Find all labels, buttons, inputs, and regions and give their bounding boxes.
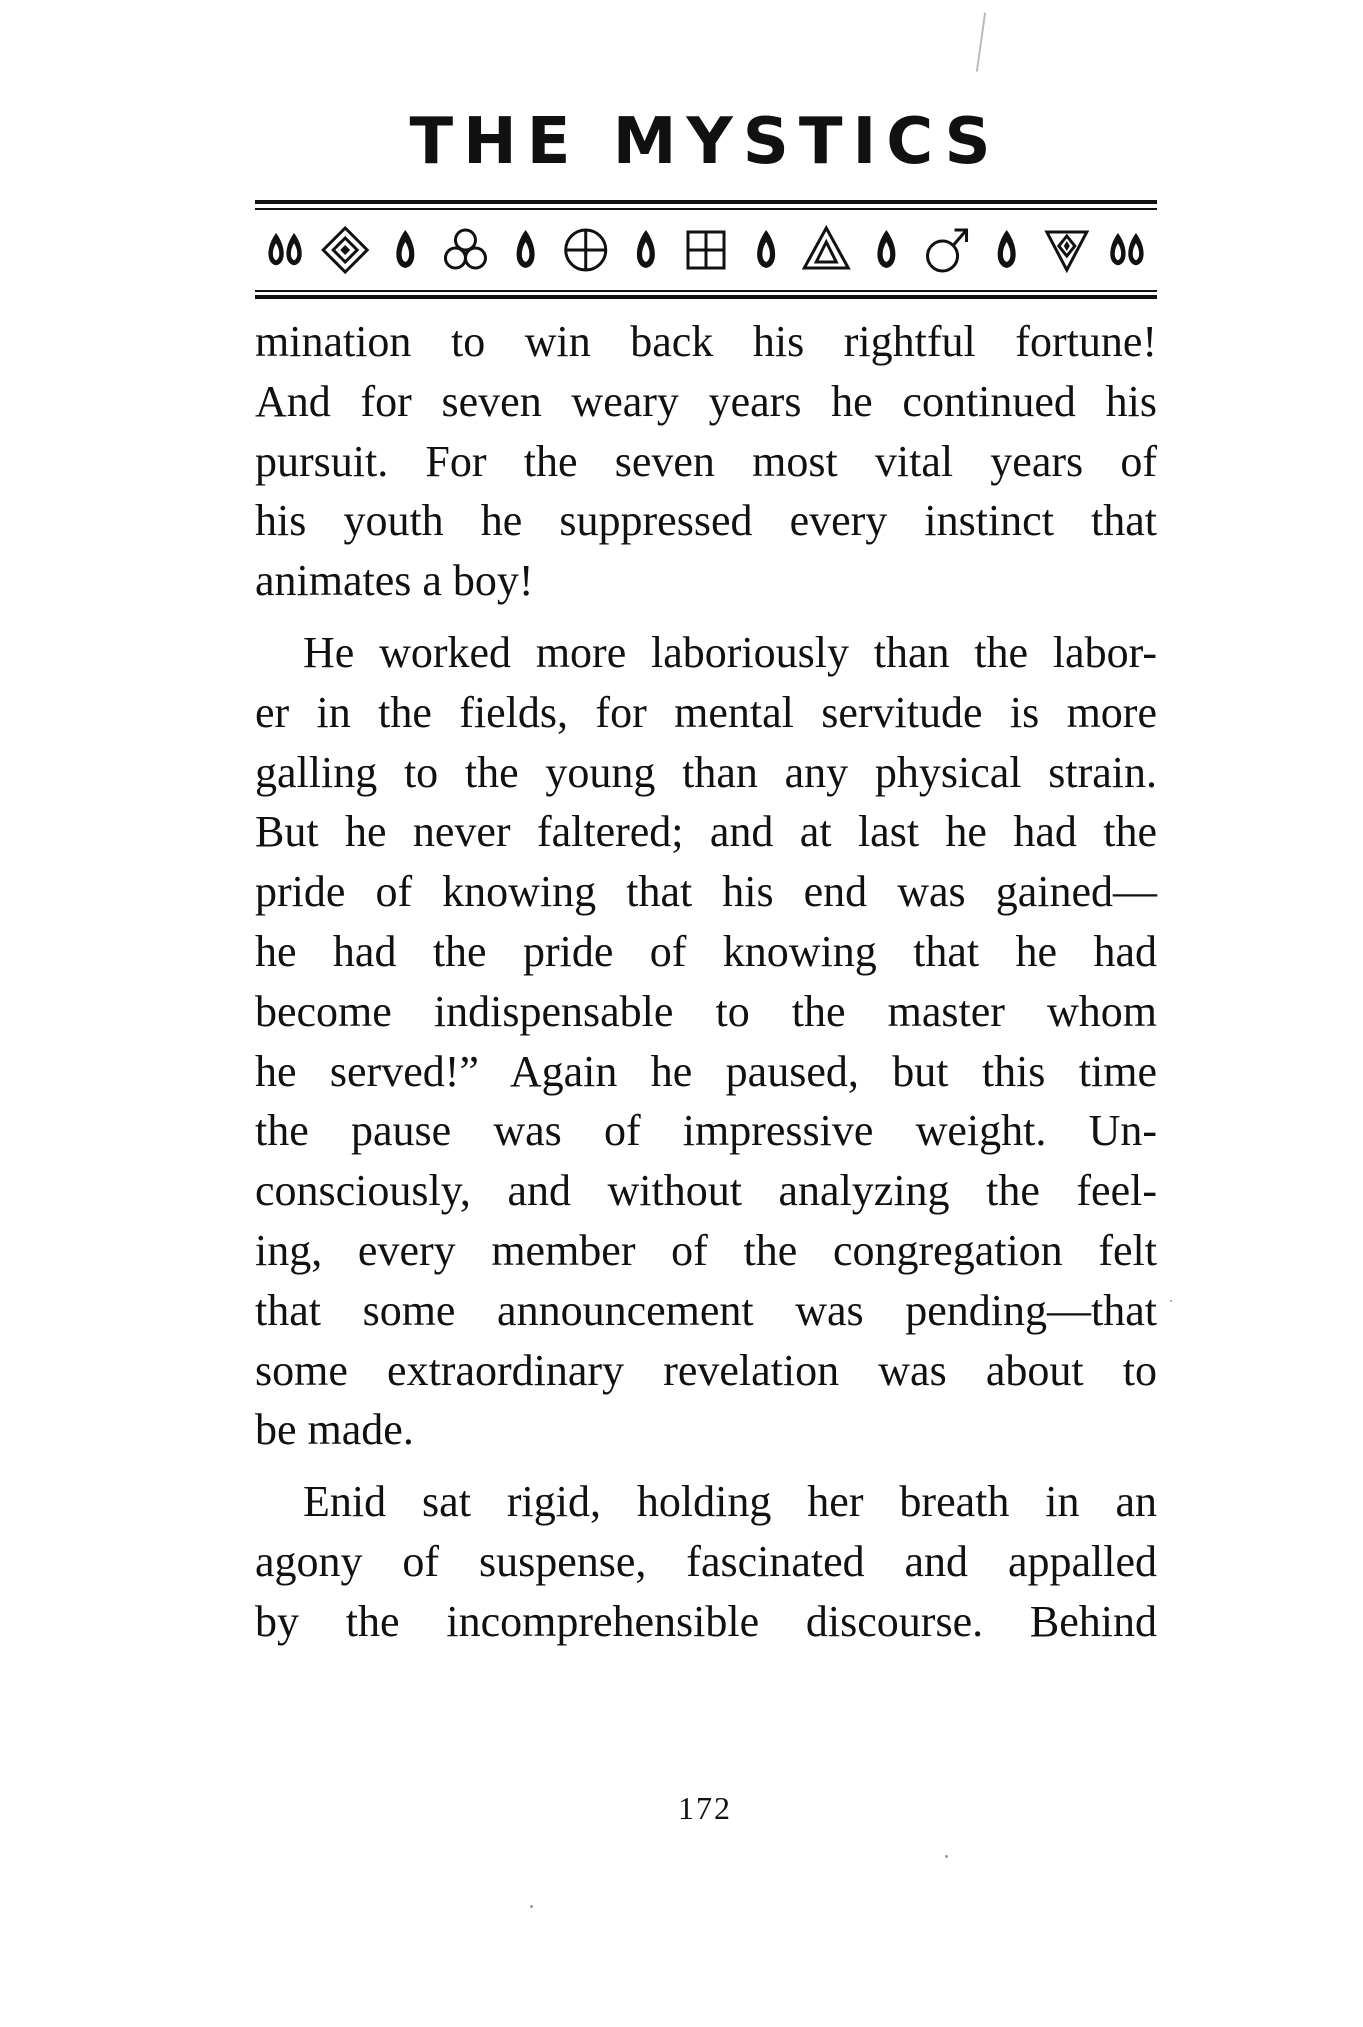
text-line: And for seven weary years he continued his [255,376,1157,426]
drop-pair-icon [1110,233,1143,265]
text-line: agony of suspense, fascinated and appalled [255,1536,1157,1586]
text-line: He worked more laboriously than the labor- [303,627,1157,677]
header-rule-bottom [255,295,1157,299]
text-line: be made. [255,1405,414,1455]
text-line: animates a boy! [255,556,534,606]
scan-speck [945,1855,948,1858]
text-line: Enid sat rigid, holding her breath in an [303,1477,1157,1527]
body-text [255,312,1157,1664]
diamond-pendant-icon [1047,232,1087,270]
text-line: some extraordinary revelation was about to [255,1345,1157,1395]
circled-cross-icon [566,230,606,270]
paragraph-1 [255,312,1157,611]
triangle-icon [804,228,848,268]
mars-symbol-icon [928,230,967,271]
scan-speck [530,1905,533,1908]
drop-icon [637,230,655,268]
text-line: pursuit. For the seven most vital years of [255,436,1157,486]
header-rule-bottom-thin [255,290,1157,292]
header-rule-top [255,200,1157,204]
text-line: he had the pride of knowing that he had [255,926,1157,976]
trefoil-icon [445,230,485,268]
ornament-row [255,218,1157,282]
drop-icon [517,230,535,268]
text-line: the pause was of impressive weight. Un- [255,1106,1157,1156]
running-title: THE MYSTICS [409,105,1001,179]
paragraph-2 [255,623,1157,1460]
scan-mark [976,12,986,72]
drop-icon [998,230,1016,268]
text-line: er in the fields, for mental servitude is more [255,687,1157,737]
text-line: But he never faltered; and at last he had the [255,807,1157,857]
drop-icon [877,230,895,268]
drop-icon [396,230,414,268]
ornament-band [255,218,1157,282]
text-line: ing, every member of the congregation felt [255,1225,1157,1275]
text-line: mination to win back his rightful fortune! [255,317,1157,366]
header-rule-top-thin [255,208,1157,210]
drop-icon [757,230,775,268]
paragraph-3 [255,1472,1157,1651]
page-number: 172 [678,1790,732,1826]
text-line: become indispensable to the master whom [255,986,1157,1036]
drop-pair-icon [268,233,301,265]
text-line: galling to the young than any physical strain. [255,747,1157,797]
text-line: he served!” Again he paused, but this time [255,1046,1157,1096]
text-line: by the incomprehensible discourse. Behind [255,1596,1157,1646]
text-line: consciously, and without analyzing the feel- [255,1166,1157,1216]
text-line: his youth he suppressed every instinct that [255,496,1157,546]
text-line: that some announcement was pending—that [255,1285,1157,1335]
diamond-icon [323,228,367,272]
swastika-glyph-icon [688,232,724,268]
scan-speck [1170,1300,1172,1302]
text-line: pride of knowing that his end was gained— [255,867,1157,917]
